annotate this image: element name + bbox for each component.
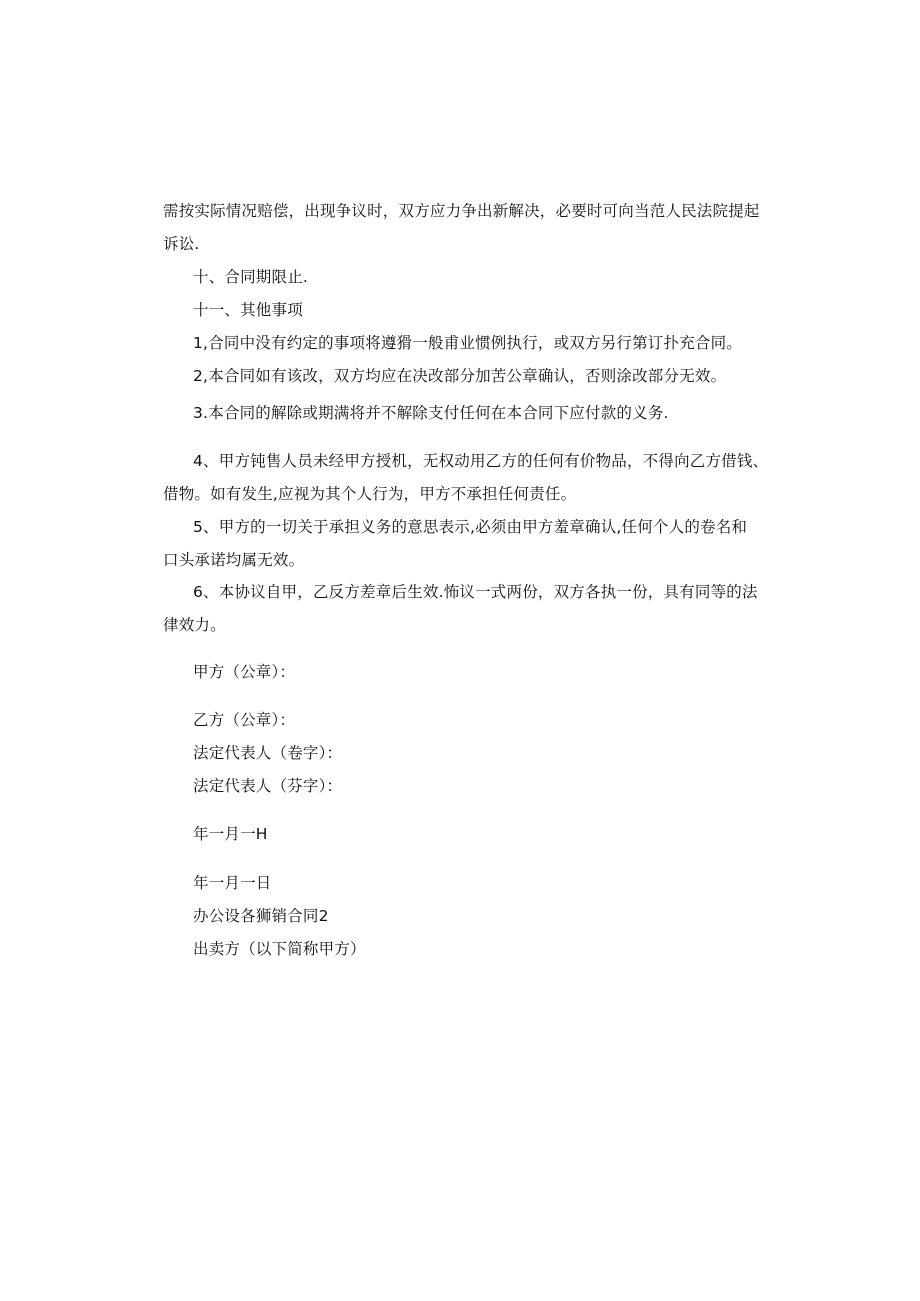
item-2: 2,本合同如有该改，双方均应在决改部分加苦公章确认，否则涂改部分无效。: [193, 367, 727, 385]
clause-eleven-heading: 十一、其他事项: [193, 301, 303, 319]
item-5-line2: 口头承诺均属无效。: [163, 551, 305, 569]
item-5-line1: 5、甲方的一切关于承担义务的意思表示,必须由甲方羞章确认,任何个人的卷名和: [193, 518, 748, 536]
legal-rep-signature-2: 法定代表人（芬字）：: [193, 777, 343, 795]
clause-ten: 十、合同期限止.: [193, 268, 309, 286]
item-1: 1,合同中没有约定的事项将遵猾一般甫业惯例执行，或双方另行第订扑充合同。: [193, 334, 742, 352]
party-a-seal: 甲方（公章）：: [193, 663, 296, 681]
party-b-seal: 乙方（公章）：: [193, 711, 296, 729]
seller-line: 出卖方（以下简称甲方）: [193, 940, 366, 958]
item-6-line1: 6、本协议自甲，乙反方差章后生效.怖议一式两份，双方各执一份，具有同等的法: [193, 583, 758, 601]
item-6-line2: 律效力。: [163, 616, 226, 634]
item-4-line1: 4、甲方钝售人员未经甲方授机，无权动用乙方的任何有价物品，不得向乙方借钱、: [193, 452, 769, 470]
date-line-2: 年一月一日: [193, 874, 272, 892]
item-3: 3.本合同的解除或期满将并不解除支付任何在本合同下应付款的义务.: [193, 404, 669, 422]
paragraph-compensation-line2: 诉讼.: [163, 235, 200, 253]
paragraph-compensation-line1: 需按实际情况赔偿，出现争议时，双方应力争出新解决，必要时可向当范人民法院提起: [163, 202, 760, 220]
legal-rep-signature-1: 法定代表人（卷字）：: [193, 744, 343, 762]
item-4-line2: 借物。如有发生,应视为其个人行为，甲方不承担任何责任。: [163, 485, 577, 503]
next-contract-title: 办公设各狮销合同2: [193, 907, 329, 925]
date-line-1: 年一月一H: [193, 825, 268, 843]
